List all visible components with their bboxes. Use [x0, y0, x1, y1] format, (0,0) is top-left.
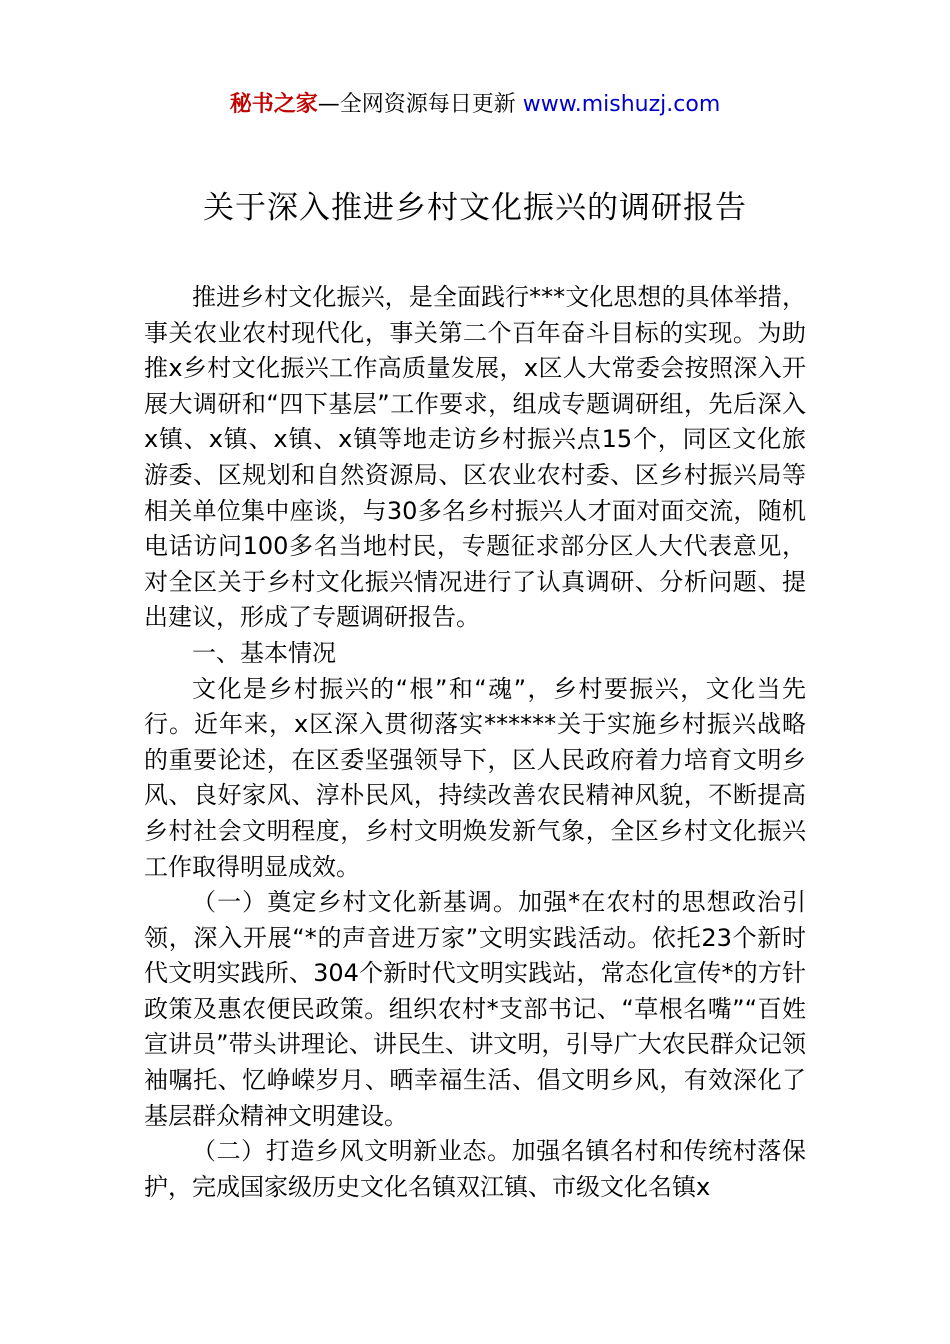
site-name: 秘书之家 — [229, 92, 318, 117]
site-tagline: —全网资源每日更新 — [317, 92, 523, 117]
document-title: 关于深入推进乡村文化振兴的调研报告 — [203, 190, 747, 226]
subsection-1-paragraph: （一）奠定乡村文化新基调。加强*在农村的思想政治引领，深入开展“*的声音进万家”文明实践活动。依托23个新时代文明实践所、304个新时代文明实践站，常态化宣传*的方针政策及惠农便民政策。组织农村*支部书记、“草根名嘴”“百姓宣讲员”带头讲理论、讲民生、讲文明，引导广大农民群众记领袖嘱托、忆峥嵘岁月、晒幸福生活、倡文明乡风，有效深化了基层群众精神文明建设。 — [144, 888, 806, 1130]
site-url-link[interactable]: www.mishuzj.com — [522, 92, 721, 117]
overview-paragraph: 文化是乡村振兴的“根”和“魂”，乡村要振兴，文化当先行。近年来，x区深入贯彻落实******关于实施乡村振兴战略的重要论述，在区委坚强领导下，区人民政府着力培育文明乡风、良好家风、淳朴民风，持续改善农民精神风貌，不断提高乡村社会文明程度，乡村文明焕发新气象，全区乡村文化振兴工作取得明显成效。 — [144, 674, 806, 881]
intro-paragraph: 推进乡村文化振兴，是全面践行***文化思想的具体举措，事关农业农村现代化，事关第二个百年奋斗目标的实现。为助推x乡村文化振兴工作高质量发展，x区人大常委会按照深入开展大调研和“四下基层”工作要求，组成专题调研组，先后深入x镇、x镇、x镇、x镇等地走访乡村振兴点15个，同区文化旅游委、区规划和自然资源局、区农业农村委、区乡村振兴局等相关单位集中座谈，与30多名乡村振兴人才面对面交流，随机电话访问100多名当地村民，专题征求部分区人大代表意见，对全区关于乡村文化振兴情况进行了认真调研、分析问题、提出建议，形成了专题调研报告。 — [144, 283, 806, 632]
site-header — [0, 88, 950, 122]
section-heading: 一、基本情况 — [192, 638, 336, 667]
document-body — [144, 280, 806, 1205]
subsection-2-paragraph: （二）打造乡风文明新业态。加强名镇名村和传统村落保护，完成国家级历史文化名镇双江镇、市级文化名镇x — [144, 1137, 806, 1201]
